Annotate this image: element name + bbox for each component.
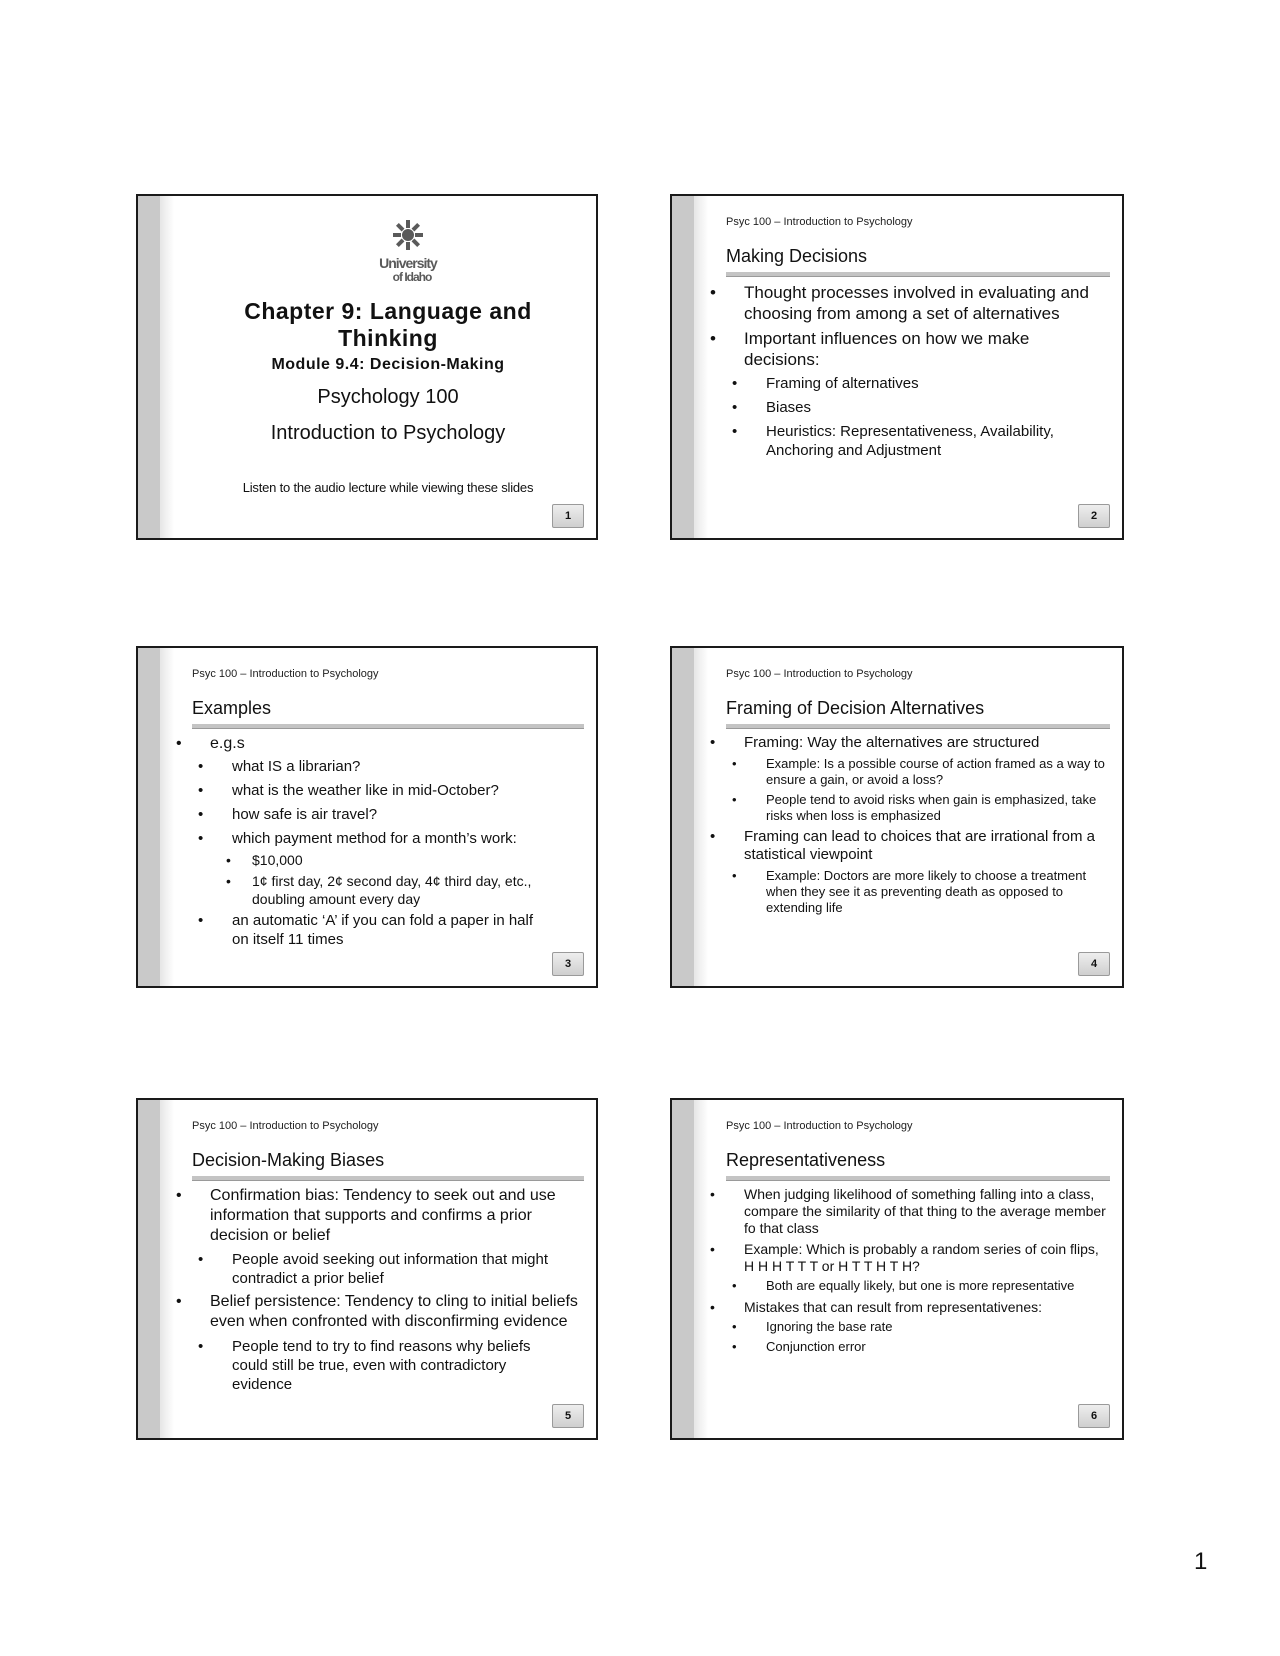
course-code: Psychology 100 [317,386,459,408]
bullet: • Thought processes involved in evaluating and choosing from among a set of alternatives [726,282,1106,324]
slide-gutter [672,648,708,986]
sub-bullet: • Example: Is a possible course of action framed as a way to ensure a gain, or avoid a loss? [748,756,1106,788]
sub-bullet: • Biases [748,398,1106,417]
chapter-title: Chapter 9: Language and Thinking [244,298,532,351]
slide-title: Decision-Making Biases [192,1150,385,1170]
sub-bullet: • Ignoring the base rate [748,1319,1106,1335]
bullet: • Confirmation bias: Tendency to seek out and use information that supports and confirms a prior decision or belief [192,1186,580,1246]
audio-note: Listen to the audio lecture while viewing these slides [242,480,534,495]
slide-6 [670,1098,1124,1440]
slide-gutter [138,1100,174,1438]
sub-bullet: • People avoid seeking out information that might contradict a prior belief [214,1250,580,1288]
title-rule [192,1176,584,1181]
slide-number: 5 [552,1404,584,1428]
svg-text:of Idaho: of Idaho [392,270,432,284]
title-rule [726,724,1110,729]
title-rule [726,1176,1110,1181]
page-number: 1 [1194,1548,1208,1575]
slide-content [726,648,1110,986]
sub-bullet: • what is the weather like in mid-October? [214,781,580,800]
slide-title: Examples [192,698,272,718]
slide-gutter [138,196,174,538]
slide-header: Psyc 100 – Introduction to Psychology [726,216,913,228]
sub-bullet: • Conjunction error [748,1339,1106,1355]
sub-bullet: • Both are equally likely, but one is more representative [748,1278,1106,1293]
slide-5 [136,1098,598,1440]
slide-gutter [672,1100,708,1438]
slide-title: Making Decisions [726,246,868,266]
slide-2 [670,194,1124,540]
slide-gutter [672,196,708,538]
slide-number: 1 [552,504,584,528]
slide-content [192,648,584,986]
module-title: Module 9.4: Decision-Making [271,356,505,373]
bullet: • When judging likelihood of something falling into a class, compare the similarity of that thing to the average member fo that class [726,1186,1106,1237]
slide-title: Representativeness [726,1150,886,1170]
sub-bullet: • how safe is air travel? [214,805,580,824]
sub-bullet: • an automatic ‘A’ if you can fold a paper in half on itself 11 times [214,911,580,949]
sub-sub-bullet: • 1¢ first day, 2¢ second day, 4¢ third day, etc., doubling amount every day [238,872,580,908]
slide-content [726,1100,1110,1438]
bullet: • e.g.s [192,734,580,753]
slide-content [192,196,584,538]
slide-header: Psyc 100 – Introduction to Psychology [726,668,913,680]
sub-bullet: • People tend to try to find reasons why beliefs could still be true, even with contradictory evidence [214,1337,580,1394]
slide-number: 2 [1078,504,1110,528]
slide-number: 4 [1078,952,1110,976]
slide-header: Psyc 100 – Introduction to Psychology [192,668,379,680]
slide-header: Psyc 100 – Introduction to Psychology [192,1120,379,1132]
slide-title: Framing of Decision Alternatives [726,698,985,718]
bullet: • Belief persistence: Tendency to cling to initial beliefs even when confronted with disconfirming evidence [192,1292,580,1332]
slide-3 [136,646,598,988]
sub-bullet: • what IS a librarian? [214,757,580,776]
sub-bullet: • which payment method for a month’s work: [214,829,580,848]
svg-text:University: University [379,255,437,271]
title-rule [726,272,1110,277]
sub-bullet: • People tend to avoid risks when gain is emphasized, take risks when loss is emphasized [748,792,1106,824]
bullet: • Important influences on how we make decisions: [726,328,1106,370]
bullet: • Mistakes that can result from representativenes: [726,1299,1106,1316]
sub-sub-bullet: • $10,000 [238,851,580,869]
course-name: Introduction to Psychology [270,422,506,444]
bullet: • Framing: Way the alternatives are structured [726,734,1106,752]
slide-content [726,196,1110,538]
sub-bullet: • Heuristics: Representativeness, Availability, Anchoring and Adjustment [748,422,1106,460]
slide-gutter [138,648,174,986]
slide-content [192,1100,584,1438]
sub-bullet: • Example: Doctors are more likely to choose a treatment when they see it as preventing death as opposed to extending life [748,868,1106,916]
sub-bullet: • Framing of alternatives [748,374,1106,393]
bullet: • Example: Which is probably a random series of coin flips, H H H T T T or H T T H T H? [726,1241,1106,1275]
slide-1 [136,194,598,540]
bullet: • Framing can lead to choices that are irrational from a statistical viewpoint [726,828,1106,864]
slide-header: Psyc 100 – Introduction to Psychology [726,1120,913,1132]
slide-number: 3 [552,952,584,976]
title-rule [192,724,584,729]
slide-number: 6 [1078,1404,1110,1428]
university-of-idaho-logo [368,218,448,284]
slide-4 [670,646,1124,988]
